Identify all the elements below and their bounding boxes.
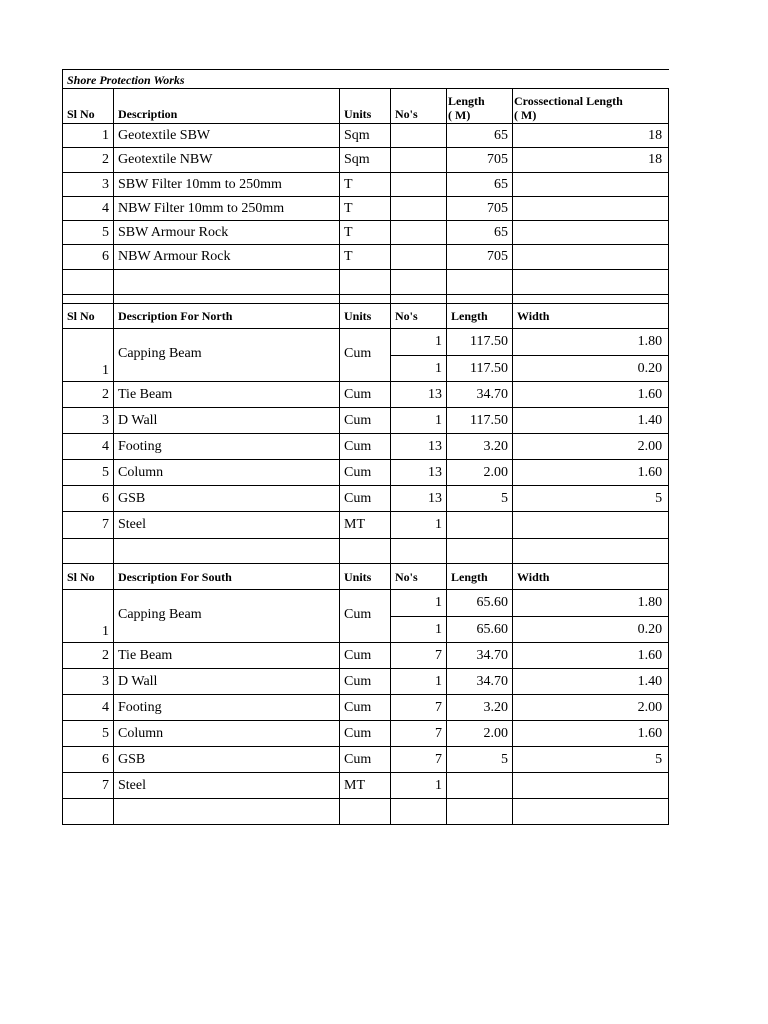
description-cell: Geotextile SBW (114, 124, 340, 148)
width-cell (513, 221, 669, 245)
units-cell: T (340, 197, 391, 221)
sl-no-cell: 6 (63, 245, 114, 270)
empty-cell (114, 270, 340, 295)
sl-no-cell: 5 (63, 721, 114, 747)
shore-row (63, 124, 669, 148)
col-header-length: Length ( M) (447, 89, 513, 124)
north-row (63, 434, 669, 460)
empty-cell (63, 799, 114, 825)
empty-cell (447, 270, 513, 295)
north-row (63, 408, 669, 434)
length-cell: 3.20 (447, 434, 513, 460)
sl-no-cell: 4 (63, 197, 114, 221)
nos-cell: 1 (391, 617, 447, 643)
shore-row (63, 245, 669, 270)
nos-cell: 1 (391, 356, 447, 382)
width-cell: 1.60 (513, 643, 669, 669)
length-cell: 2.00 (447, 460, 513, 486)
col-header-width: Width (513, 304, 669, 329)
empty-cell (63, 295, 114, 304)
nos-cell (391, 197, 447, 221)
shore-row (63, 148, 669, 173)
sl-no-cell: 2 (63, 148, 114, 173)
empty-cell (391, 539, 447, 564)
col-header-units: Units (340, 89, 391, 124)
nos-cell: 7 (391, 721, 447, 747)
length-cell: 34.70 (447, 643, 513, 669)
empty-cell (114, 295, 340, 304)
length-cell: 34.70 (447, 382, 513, 408)
col-header-sl-no: Sl No (63, 304, 114, 329)
col-header-description: Description For South (114, 564, 340, 590)
south-row (63, 643, 669, 669)
nos-cell: 13 (391, 486, 447, 512)
length-cell: 705 (447, 197, 513, 221)
width-cell: 1.60 (513, 382, 669, 408)
empty-cell (513, 539, 669, 564)
units-cell: Cum (340, 408, 391, 434)
empty-cell (447, 295, 513, 304)
description-cell: Tie Beam (114, 382, 340, 408)
south-row (63, 669, 669, 695)
nos-cell (391, 245, 447, 270)
units-cell: Cum (340, 747, 391, 773)
length-cell: 117.50 (447, 329, 513, 356)
sl-no-cell: 7 (63, 773, 114, 799)
col-header-nos: No's (391, 89, 447, 124)
length-cell: 65 (447, 124, 513, 148)
description-cell: D Wall (114, 408, 340, 434)
empty-cell (391, 270, 447, 295)
empty-cell (63, 270, 114, 295)
empty-cell (114, 539, 340, 564)
width-cell: 5 (513, 486, 669, 512)
length-cell: 5 (447, 747, 513, 773)
south-row (63, 695, 669, 721)
description-cell: Capping Beam (114, 590, 340, 643)
shore-row (63, 197, 669, 221)
width-cell: 5 (513, 747, 669, 773)
length-cell: 705 (447, 245, 513, 270)
width-cell: 0.20 (513, 617, 669, 643)
col-header-units: Units (340, 304, 391, 329)
description-cell: Tie Beam (114, 643, 340, 669)
units-cell: Sqm (340, 148, 391, 173)
units-cell: T (340, 173, 391, 197)
sl-no-cell: 3 (63, 669, 114, 695)
units-cell: T (340, 245, 391, 270)
empty-cell (340, 270, 391, 295)
units-cell: Cum (340, 486, 391, 512)
units-cell: Cum (340, 590, 391, 643)
sl-no-cell: 7 (63, 512, 114, 539)
description-cell: Capping Beam (114, 329, 340, 382)
length-cell: 5 (447, 486, 513, 512)
sl-no-cell: 3 (63, 408, 114, 434)
units-cell: MT (340, 773, 391, 799)
nos-cell (391, 124, 447, 148)
shore-protection-sheet (62, 69, 669, 825)
width-cell: 2.00 (513, 695, 669, 721)
width-cell: 1.60 (513, 460, 669, 486)
length-cell: 65.60 (447, 617, 513, 643)
width-cell: 18 (513, 124, 669, 148)
spacer-row (63, 295, 669, 304)
description-cell: NBW Filter 10mm to 250mm (114, 197, 340, 221)
north-row (63, 460, 669, 486)
col-header-sl-no: Sl No (63, 564, 114, 590)
description-cell: GSB (114, 486, 340, 512)
sl-no-cell: 2 (63, 382, 114, 408)
description-cell: Column (114, 460, 340, 486)
units-cell: Cum (340, 669, 391, 695)
col-header-description: Description (114, 89, 340, 124)
width-cell: 1.80 (513, 590, 669, 617)
south-row (63, 747, 669, 773)
empty-cell (391, 295, 447, 304)
south-capping-row (63, 590, 669, 617)
sheet-title-row (63, 70, 669, 89)
nos-cell: 1 (391, 773, 447, 799)
north-capping-row (63, 329, 669, 356)
spacer-row (63, 539, 669, 564)
description-cell: Footing (114, 695, 340, 721)
nos-cell (391, 148, 447, 173)
sl-no-cell: 6 (63, 747, 114, 773)
sl-no-cell: 1 (63, 590, 114, 643)
description-cell: SBW Filter 10mm to 250mm (114, 173, 340, 197)
nos-cell: 1 (391, 590, 447, 617)
length-cell: 2.00 (447, 721, 513, 747)
description-cell: GSB (114, 747, 340, 773)
empty-cell (513, 270, 669, 295)
sl-no-cell: 3 (63, 173, 114, 197)
nos-cell: 13 (391, 460, 447, 486)
units-cell: MT (340, 512, 391, 539)
sl-no-cell: 1 (63, 124, 114, 148)
units-cell: Cum (340, 382, 391, 408)
nos-cell (391, 221, 447, 245)
width-cell (513, 173, 669, 197)
col-header-length: Length (447, 564, 513, 590)
col-header-nos: No's (391, 304, 447, 329)
shore-row (63, 173, 669, 197)
units-cell: Cum (340, 721, 391, 747)
north-row (63, 512, 669, 539)
width-cell: 1.40 (513, 669, 669, 695)
length-cell: 65.60 (447, 590, 513, 617)
col-header-cross-length: Crossectional Length ( M) (513, 89, 669, 124)
sheet-title: Shore Protection Works (63, 70, 669, 89)
description-cell: Steel (114, 773, 340, 799)
width-cell (513, 197, 669, 221)
sl-no-cell: 6 (63, 486, 114, 512)
width-cell: 18 (513, 148, 669, 173)
empty-cell (391, 799, 447, 825)
empty-cell (513, 799, 669, 825)
units-cell: Cum (340, 695, 391, 721)
sl-no-cell: 2 (63, 643, 114, 669)
units-cell: Cum (340, 434, 391, 460)
length-cell: 65 (447, 173, 513, 197)
units-cell: T (340, 221, 391, 245)
south-row (63, 721, 669, 747)
north-header-row (63, 304, 669, 329)
length-cell: 117.50 (447, 356, 513, 382)
width-cell: 1.60 (513, 721, 669, 747)
units-cell: Cum (340, 460, 391, 486)
nos-cell: 7 (391, 643, 447, 669)
length-cell (447, 512, 513, 539)
width-cell (513, 773, 669, 799)
width-cell: 1.40 (513, 408, 669, 434)
units-cell: Sqm (340, 124, 391, 148)
col-header-width: Width (513, 564, 669, 590)
sl-no-cell: 1 (63, 329, 114, 382)
empty-cell (114, 799, 340, 825)
description-cell: NBW Armour Rock (114, 245, 340, 270)
col-header-units: Units (340, 564, 391, 590)
sl-no-cell: 5 (63, 460, 114, 486)
shore-header-row (63, 89, 669, 124)
description-cell: Geotextile NBW (114, 148, 340, 173)
units-cell: Cum (340, 329, 391, 382)
description-cell: D Wall (114, 669, 340, 695)
width-cell (513, 245, 669, 270)
nos-cell: 1 (391, 408, 447, 434)
description-cell: SBW Armour Rock (114, 221, 340, 245)
empty-cell (447, 539, 513, 564)
width-cell (513, 512, 669, 539)
north-row (63, 382, 669, 408)
nos-cell: 1 (391, 669, 447, 695)
sl-no-cell: 5 (63, 221, 114, 245)
width-cell: 0.20 (513, 356, 669, 382)
description-cell: Footing (114, 434, 340, 460)
col-header-sl-no: Sl No (63, 89, 114, 124)
shore-row (63, 221, 669, 245)
col-header-nos: No's (391, 564, 447, 590)
spacer-row (63, 270, 669, 295)
empty-cell (340, 295, 391, 304)
length-cell (447, 773, 513, 799)
south-row (63, 773, 669, 799)
north-row (63, 486, 669, 512)
nos-cell (391, 173, 447, 197)
sl-no-cell: 4 (63, 434, 114, 460)
length-cell: 3.20 (447, 695, 513, 721)
nos-cell: 7 (391, 747, 447, 773)
sl-no-cell: 4 (63, 695, 114, 721)
width-cell: 2.00 (513, 434, 669, 460)
description-cell: Steel (114, 512, 340, 539)
empty-cell (340, 799, 391, 825)
nos-cell: 13 (391, 382, 447, 408)
empty-cell (63, 539, 114, 564)
nos-cell: 13 (391, 434, 447, 460)
length-cell: 65 (447, 221, 513, 245)
width-cell: 1.80 (513, 329, 669, 356)
length-cell: 117.50 (447, 408, 513, 434)
length-cell: 34.70 (447, 669, 513, 695)
nos-cell: 7 (391, 695, 447, 721)
empty-cell (513, 295, 669, 304)
empty-cell (447, 799, 513, 825)
spacer-row (63, 799, 669, 825)
col-header-length: Length (447, 304, 513, 329)
south-header-row (63, 564, 669, 590)
empty-cell (340, 539, 391, 564)
units-cell: Cum (340, 643, 391, 669)
length-cell: 705 (447, 148, 513, 173)
nos-cell: 1 (391, 329, 447, 356)
description-cell: Column (114, 721, 340, 747)
col-header-description: Description For North (114, 304, 340, 329)
nos-cell: 1 (391, 512, 447, 539)
